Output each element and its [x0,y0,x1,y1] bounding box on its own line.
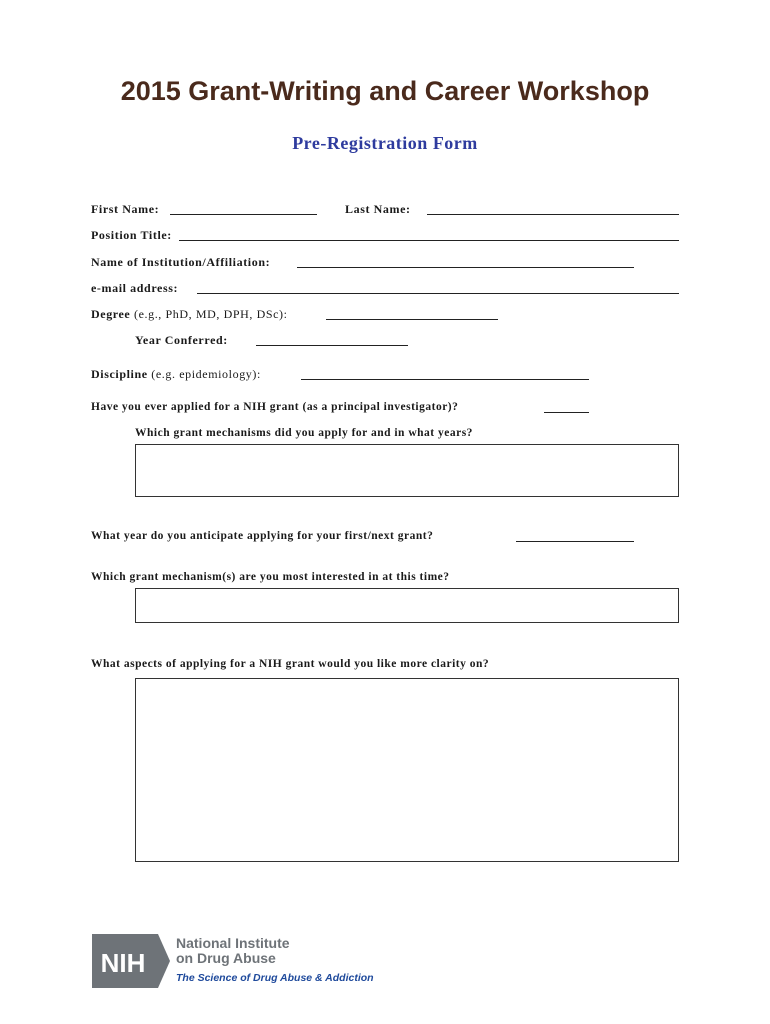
position-title-label: Position Title: [91,228,172,242]
nih-logo-icon [92,934,170,988]
discipline-field[interactable] [301,379,589,380]
clarity-label: What aspects of applying for a NIH grant would you like more clarity on? [91,658,490,670]
form-subtitle: Pre-Registration Form [292,133,478,153]
mechanisms-applied-label: Which grant mechanisms did you apply for and in what years? [135,427,473,439]
degree-label: Degree [91,307,131,321]
year-conferred-label: Year Conferred: [135,333,228,347]
year-conferred-field[interactable] [256,345,408,346]
logo-line-2: on Drug Abuse [176,950,276,966]
nih-abbr: NIH [100,948,146,978]
logo-tagline: The Science of Drug Abuse & Addiction [176,972,374,984]
clarity-textbox[interactable] [135,678,679,862]
degree-field[interactable] [326,319,498,320]
discipline-hint: (e.g. epidemiology): [151,367,261,381]
last-name-label: Last Name: [345,202,411,216]
institution-label: Name of Institution/Affiliation: [91,255,271,269]
institution-field[interactable] [297,267,634,268]
discipline-label: Discipline [91,367,148,381]
page-title: 2015 Grant-Writing and Career Workshop [120,76,650,106]
first-name-label: First Name: [91,202,160,216]
first-name-field[interactable] [170,214,317,215]
email-field[interactable] [197,293,679,294]
degree-label-row [91,307,288,321]
anticipate-year-field[interactable] [516,541,634,542]
applied-nih-label: Have you ever applied for a NIH grant (as a principal investigator)? [91,401,459,413]
applied-nih-field[interactable] [544,412,589,413]
nida-logo [92,932,392,988]
logo-line-1: National Institute [176,935,290,951]
mechanisms-interested-label: Which grant mechanism(s) are you most interested in at this time? [91,571,450,583]
anticipate-year-label: What year do you anticipate applying for your first/next grant? [91,530,434,542]
degree-hint: (e.g., PhD, MD, DPH, DSc): [133,307,288,321]
mechanisms-interested-textbox[interactable] [135,588,679,623]
discipline-label-row [91,367,261,381]
mechanisms-applied-textbox[interactable] [135,444,679,497]
last-name-field[interactable] [427,214,679,215]
email-label: e-mail address: [91,281,179,295]
position-title-field[interactable] [179,240,679,241]
